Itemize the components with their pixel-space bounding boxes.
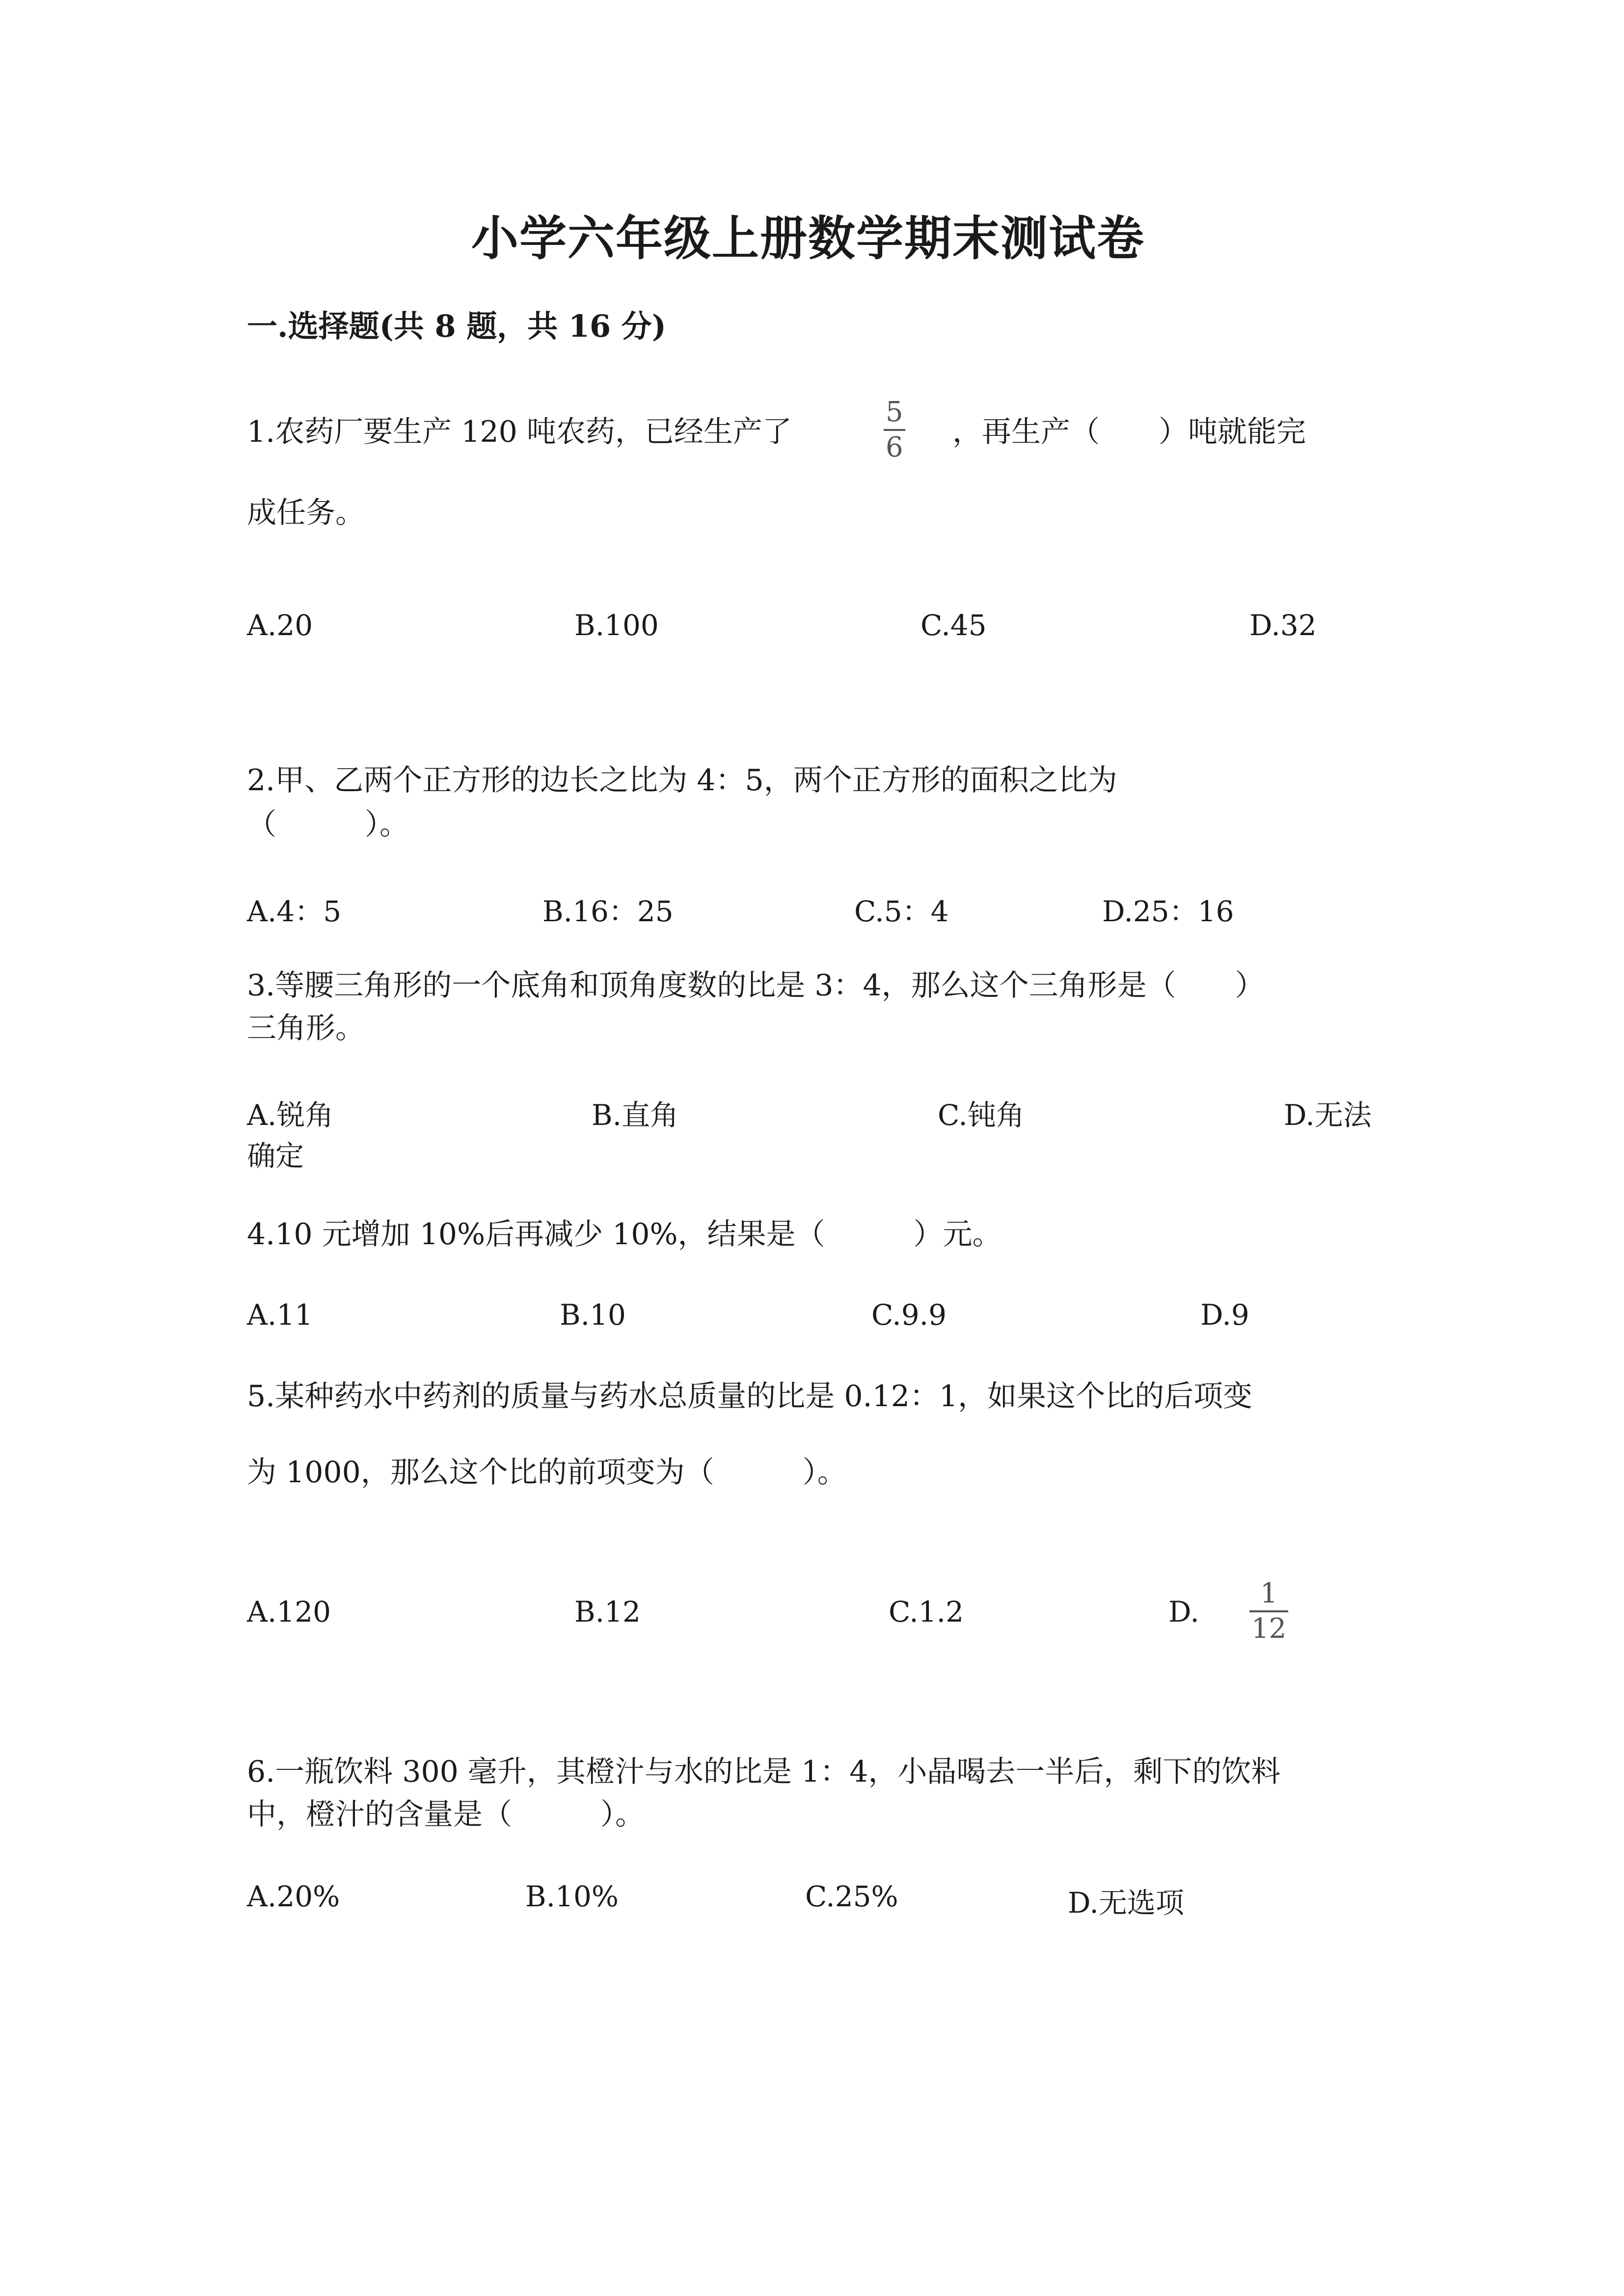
question-5-text: 5.某种药水中药剂的质量与药水总质量的比是 0.12：1，如果这个比的后项变 (247, 1379, 1253, 1414)
question-1-fraction (884, 397, 905, 463)
q5-option-d: D. (1168, 1595, 1199, 1629)
q2-option-c: C.5：4 (854, 895, 949, 928)
question-2-text: 2.甲、乙两个正方形的边长之比为 4：5，两个正方形的面积之比为 (247, 763, 1117, 798)
q4-option-c: C.9.9 (871, 1298, 947, 1332)
q3-option-c: C.钝角 (938, 1098, 1025, 1132)
question-3-text: 3.等腰三角形的一个底角和顶角度数的比是 3：4，那么这个三角形是（ ） (247, 968, 1265, 1003)
q3-option-d-wrap: 确定 (247, 1139, 304, 1173)
question-1-text-line2: 成任务。 (247, 496, 365, 530)
question-3-text-line2: 三角形。 (247, 1011, 365, 1045)
q5-option-a: A.120 (247, 1595, 331, 1629)
q2-option-a: A.4：5 (247, 895, 342, 928)
q1-option-c: C.45 (920, 609, 987, 642)
q5-option-c: C.1.2 (889, 1595, 964, 1629)
question-1-text-cont: ，再生产（ ）吨就能完 (952, 415, 1306, 449)
q5-option-b: B.12 (574, 1595, 641, 1629)
q5-option-d-fraction (1249, 1578, 1288, 1645)
question-6-text-line2: 中，橙汁的含量是（ ）。 (247, 1797, 645, 1832)
q6-option-a: A.20% (247, 1880, 340, 1913)
q3-option-a: A.锐角 (247, 1098, 334, 1132)
fraction-bar (1249, 1610, 1288, 1612)
fraction-denominator: 12 (1251, 1613, 1287, 1645)
q4-option-a: A.11 (247, 1298, 313, 1332)
question-5-text-line2: 为 1000，那么这个比的前项变为（ ）。 (247, 1455, 847, 1490)
fraction-bar (884, 429, 905, 431)
question-6-text: 6.一瓶饮料 300 毫升，其橙汁与水的比是 1：4，小晶喝去一半后，剩下的饮料 (247, 1755, 1281, 1789)
question-1-text: 1.农药厂要生产 120 吨农药，已经生产了 (247, 415, 792, 449)
fraction-numerator: 5 (886, 396, 903, 428)
q1-option-b: B.100 (574, 609, 659, 642)
q6-option-c: C.25% (805, 1880, 898, 1913)
question-4-text: 4.10 元增加 10%后再减少 10%，结果是（ ）元。 (247, 1217, 1002, 1252)
q1-option-a: A.20 (247, 609, 313, 642)
fraction-numerator: 1 (1260, 1577, 1278, 1609)
fraction-denominator: 6 (886, 431, 903, 463)
q1-option-d: D.32 (1249, 609, 1317, 642)
q2-option-b: B.16：25 (542, 895, 674, 928)
q2-option-d: D.25：16 (1102, 895, 1234, 928)
q3-option-b: B.直角 (592, 1098, 679, 1132)
page-title: 小学六年级上册数学期末测试卷 (471, 211, 1145, 266)
question-2-text-line2: （ ）。 (247, 807, 409, 842)
q6-option-b: B.10% (525, 1880, 619, 1913)
q4-option-d: D.9 (1200, 1298, 1249, 1332)
section-heading: 一.选择题(共 8 题，共 16 分) (247, 308, 667, 344)
q3-option-d: D.无法 (1284, 1098, 1372, 1132)
q4-option-b: B.10 (560, 1298, 626, 1332)
q6-option-d: D.无选项 (1068, 1886, 1184, 1920)
